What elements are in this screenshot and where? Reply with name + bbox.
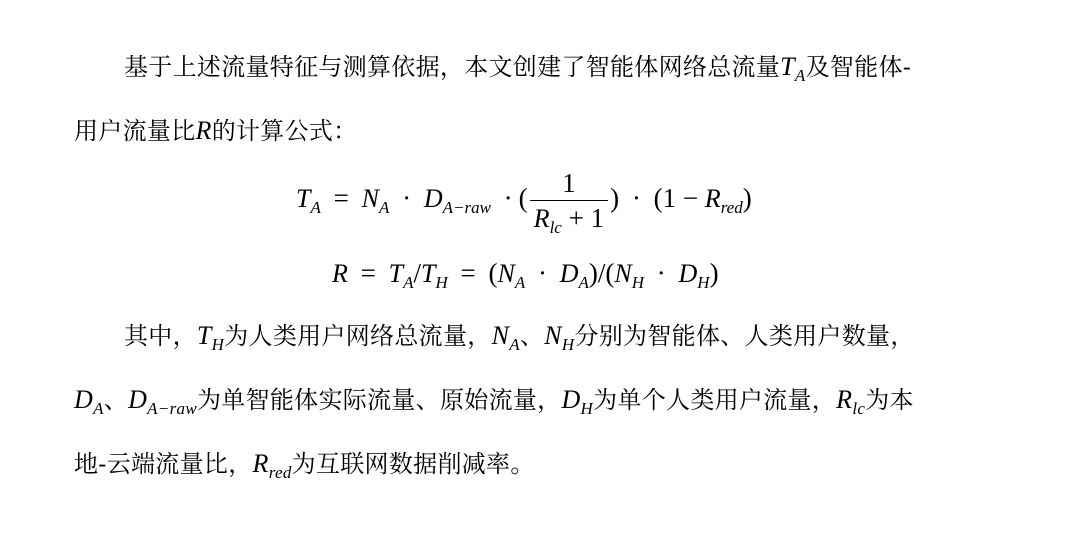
math-subscript: A [310, 198, 321, 218]
fraction [530, 168, 608, 237]
text-segment: 地-云端流量比， [74, 450, 253, 478]
fraction-denominator [530, 201, 608, 237]
math-variable: N [497, 259, 515, 288]
paragraph-1-line-1 [124, 51, 911, 83]
paragraph-2-line-1 [124, 320, 915, 352]
text-segment: 为人类用户网络总流量， [224, 322, 492, 350]
math-subscript: H [561, 335, 575, 354]
math-subscript: A [509, 335, 520, 354]
text-segment: 为单智能体实际流量、原始流量， [196, 386, 562, 414]
math-subscript: H [580, 399, 594, 418]
math-subscript: A [403, 273, 414, 292]
math-subscript: A−raw [442, 198, 491, 218]
dot-operator: · [631, 183, 641, 214]
paragraph-2-line-3 [74, 448, 535, 480]
close-paren: ) [610, 183, 620, 214]
math-variable: T [388, 259, 404, 288]
math-variable: R [332, 259, 348, 288]
text-segment: 、 [519, 322, 545, 350]
paragraph-1-line-2 [74, 115, 358, 147]
text-segment: 及智能体- [805, 53, 912, 81]
slash: / [413, 258, 421, 288]
math-variable: D [423, 184, 443, 214]
dot-operator: · [503, 183, 513, 214]
formula-ratio [332, 258, 719, 292]
math-subscript: lc [549, 218, 562, 237]
math-variable: T [196, 321, 212, 350]
text-segment: 其中， [124, 322, 197, 350]
fraction-numerator: 1 [530, 168, 608, 201]
math-subscript: A−raw [147, 399, 197, 418]
math-subscript: H [697, 273, 710, 292]
math-subscript: A [514, 273, 526, 292]
math-variable: R [252, 449, 269, 478]
text-segment: 用户流量比 [74, 117, 196, 145]
paragraph-2-line-2 [74, 384, 914, 416]
math-variable: N [544, 321, 562, 350]
math-variable: R [195, 116, 212, 145]
math-variable: D [128, 385, 148, 414]
math-subscript: H [435, 273, 448, 292]
text-segment: 分别为智能体、人类用户数量， [574, 322, 915, 350]
math-variable: D [559, 259, 579, 288]
equals-sign: = [360, 258, 376, 288]
math-subscript: A [794, 66, 806, 85]
close-paren: ) [709, 258, 719, 288]
math-variable: T [780, 52, 795, 81]
dot-operator: · [402, 183, 412, 214]
equals-sign: = [460, 258, 476, 288]
equals-sign: = [333, 183, 349, 214]
close-paren: ) [588, 258, 598, 288]
dot-operator: · [537, 258, 547, 288]
math-variable: R [704, 184, 721, 214]
math-variable: N [491, 321, 510, 350]
math-variable: R [836, 385, 853, 414]
math-subscript: lc [852, 399, 866, 418]
math-variable: N [614, 259, 632, 288]
math-subscript: H [631, 273, 645, 292]
math-variable: D [561, 385, 581, 414]
math-variable: R [533, 204, 550, 233]
text-segment: 、 [103, 386, 129, 414]
math-variable: T [296, 184, 311, 214]
text-segment: 为单个人类用户流量， [593, 386, 837, 414]
math-variable: D [678, 259, 698, 288]
math-subscript: A [93, 399, 104, 418]
paren-open-expr: (1 − [653, 183, 699, 214]
math-subscript: red [268, 463, 292, 482]
math-variable: D [74, 385, 94, 414]
text-segment: 为互联网数据削减率。 [291, 450, 535, 478]
text-segment: 为本 [865, 386, 914, 414]
paren-close-expr: ) [742, 183, 752, 214]
open-paren: ( [518, 183, 528, 214]
open-paren: ( [488, 258, 498, 288]
math-subscript: red [720, 198, 743, 218]
plus-one: + 1 [568, 203, 605, 233]
text-segment: 基于上述流量特征与测算依据，本文创建了智能体网络总流量 [124, 53, 781, 81]
math-subscript: H [211, 335, 225, 354]
slash-open-paren: /( [597, 258, 615, 288]
math-variable: N [361, 184, 379, 214]
math-subscript: A [378, 198, 390, 218]
text-segment: 的计算公式： [211, 117, 358, 145]
formula-traffic-total [296, 168, 752, 237]
math-subscript: A [578, 273, 589, 292]
math-variable: T [421, 259, 436, 288]
dot-operator: · [656, 258, 666, 288]
